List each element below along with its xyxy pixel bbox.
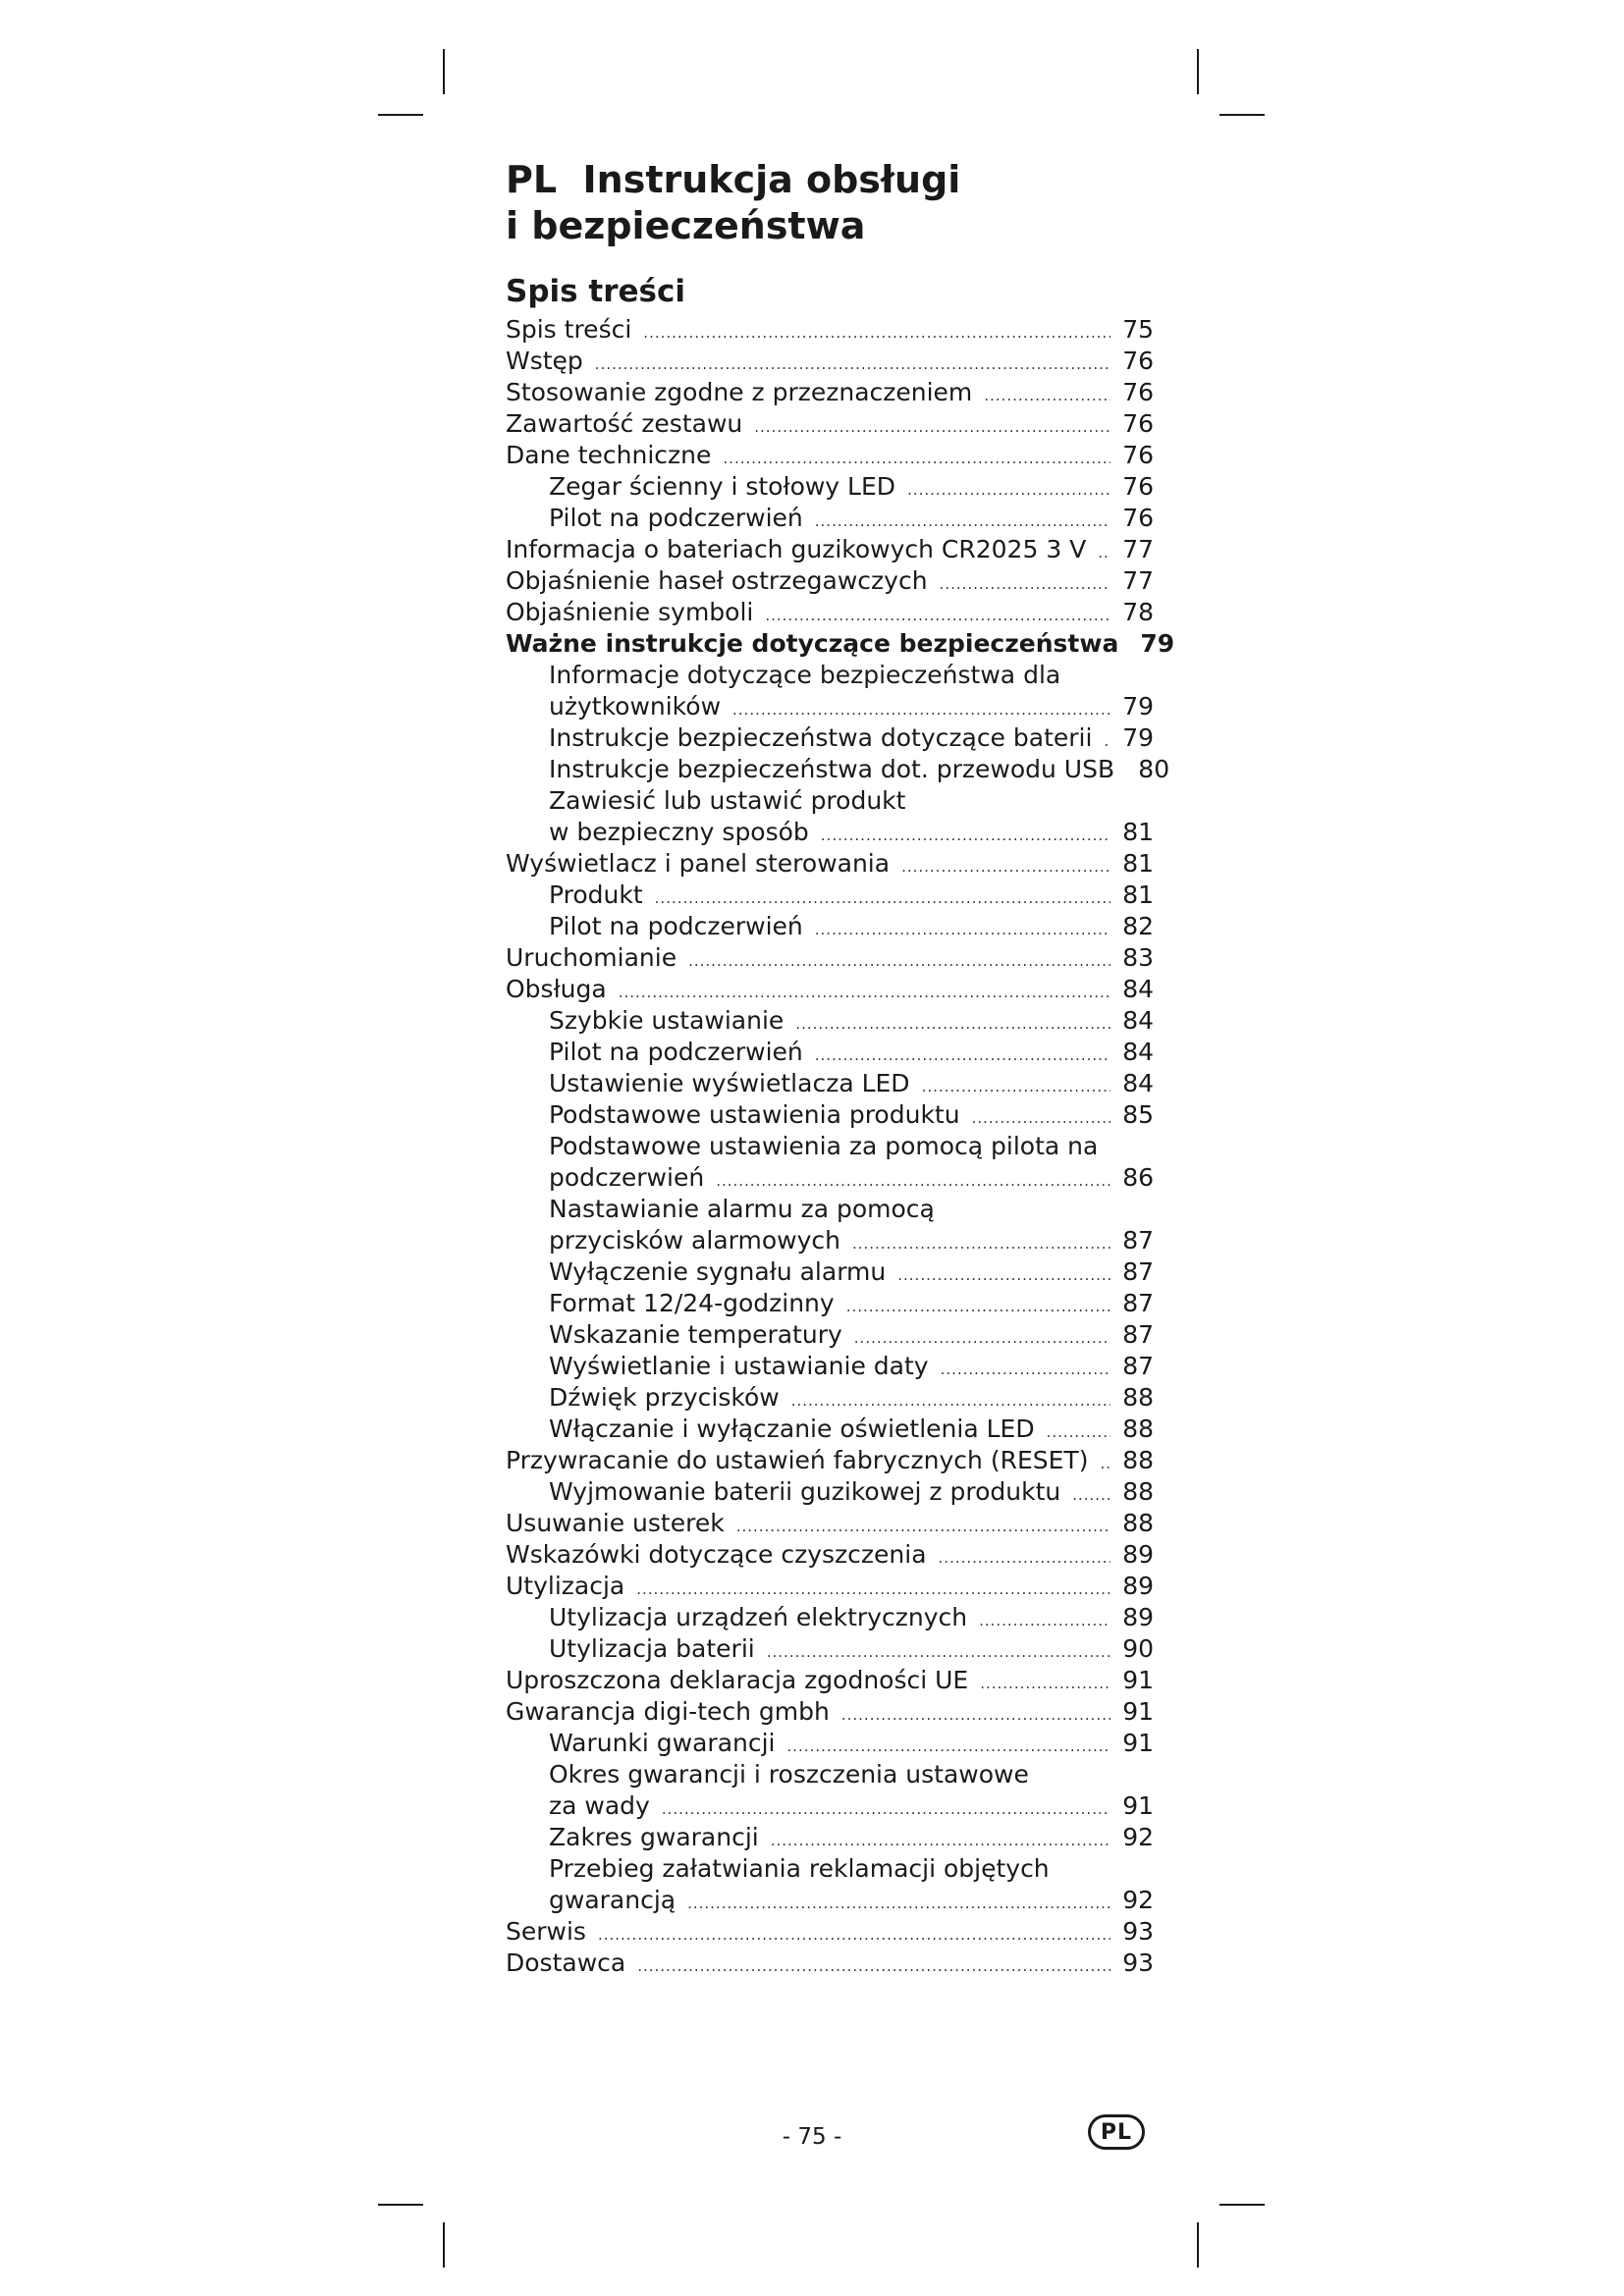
- toc-entry-title: Format 12/24-godzinny: [549, 1289, 835, 1317]
- toc-entry-title: Włączanie i wyłączanie oświetlenia LED: [549, 1415, 1035, 1443]
- toc-entry[interactable]: [506, 1948, 1154, 1979]
- toc-leader-dots: [841, 1699, 1110, 1731]
- toc-entry-page: 84: [1122, 1038, 1154, 1066]
- toc-entry-title: Stosowanie zgodne z przeznaczeniem: [506, 378, 973, 406]
- toc-entry-title: Wstęp: [506, 347, 583, 375]
- toc-entry-page: 87: [1122, 1352, 1154, 1380]
- toc-entry-page: 91: [1122, 1729, 1154, 1757]
- toc-leader-dots: [619, 977, 1110, 1008]
- toc-entry[interactable]: [506, 1319, 1154, 1351]
- toc-entry-page: 87: [1122, 1257, 1154, 1286]
- toc-entry-page: 76: [1122, 409, 1154, 438]
- toc-entry-title: Wyłączenie sygnału alarmu: [549, 1257, 887, 1286]
- toc-leader-dots: [787, 1731, 1111, 1762]
- toc-entry-title: Okres gwarancji i roszczenia ustawowe: [549, 1760, 1029, 1789]
- toc-entry[interactable]: [506, 691, 1154, 722]
- toc-entry[interactable]: [506, 1414, 1154, 1445]
- toc-entry-page: 84: [1122, 975, 1154, 1003]
- toc-entry[interactable]: [506, 1728, 1154, 1759]
- toc-entry-title: Zawartość zestawu: [506, 409, 743, 438]
- toc-leader-dots: [1047, 1416, 1110, 1448]
- toc-entry[interactable]: [506, 880, 1154, 911]
- toc-entry-title: Podstawowe ustawienia produktu: [549, 1100, 960, 1129]
- toc-entry-page: 76: [1122, 472, 1154, 501]
- toc-entry-title: Wyjmowanie baterii guzikowej z produktu: [549, 1477, 1061, 1506]
- toc-entry-title: Informacja o bateriach guzikowych CR2025 3 V: [506, 535, 1087, 563]
- toc-entry[interactable]: [506, 1633, 1154, 1665]
- toc-entry-title: Instrukcje bezpieczeństwa dot. przewodu USB: [549, 755, 1115, 783]
- toc-entry-page: 88: [1122, 1446, 1154, 1474]
- crop-mark-bottom-left-horizontal: [378, 2204, 423, 2206]
- toc-leader-dots: [791, 1385, 1110, 1416]
- toc-entry-title: Spis treści: [506, 315, 632, 344]
- toc-entry-page: 89: [1122, 1572, 1154, 1600]
- toc-entry-title: Dźwięk przycisków: [549, 1383, 780, 1412]
- crop-mark-bottom-right-horizontal: [1219, 2204, 1265, 2206]
- toc-entry[interactable]: [506, 1696, 1154, 1728]
- toc-leader-dots: [643, 317, 1110, 348]
- toc-entry[interactable]: [506, 1351, 1154, 1382]
- toc-entry-page: 79: [1122, 692, 1154, 721]
- toc-leader-dots: [815, 506, 1110, 537]
- toc-leader-dots: [939, 1542, 1110, 1574]
- toc-entry[interactable]: [506, 1288, 1154, 1319]
- language-badge: PL: [1088, 2114, 1145, 2150]
- toc-leader-dots: [595, 348, 1110, 380]
- toc-entry[interactable]: [506, 1539, 1154, 1571]
- toc-entry-title: Ważne instrukcje dotyczące bezpieczeństwa: [506, 629, 1119, 658]
- toc-entry[interactable]: [506, 1005, 1154, 1037]
- toc-leader-dots: [723, 443, 1110, 474]
- toc-entry-title: Pilot na podczerwień: [549, 912, 803, 940]
- toc-entry-title: Dostawca: [506, 1949, 626, 1977]
- toc-leader-dots: [821, 820, 1110, 851]
- toc-entry-page: 90: [1122, 1634, 1154, 1663]
- toc-entry-title: Utylizacja baterii: [549, 1634, 755, 1663]
- toc-entry[interactable]: [506, 1382, 1154, 1414]
- toc-entry-title: Uproszczona deklaracja zgodności UE: [506, 1666, 969, 1694]
- toc-entry-page: 81: [1122, 818, 1154, 846]
- toc-entry-page: 89: [1122, 1603, 1154, 1631]
- toc-entry-title: Zakres gwarancji: [549, 1823, 759, 1851]
- toc-entry[interactable]: [506, 1916, 1154, 1948]
- toc-leader-dots: [852, 1228, 1110, 1259]
- toc-entry[interactable]: [506, 408, 1154, 440]
- toc-entry[interactable]: [506, 1225, 1154, 1256]
- toc-leader-dots: [1104, 725, 1110, 757]
- toc-entry[interactable]: [506, 503, 1154, 534]
- toc-entry-title: za wady: [549, 1791, 650, 1820]
- toc-entry-page: 88: [1122, 1383, 1154, 1412]
- toc-entry-title: Zegar ścienny i stołowy LED: [549, 472, 896, 501]
- toc-leader-dots: [716, 1165, 1110, 1197]
- toc-entry[interactable]: [506, 911, 1154, 942]
- toc-entry-page: 84: [1122, 1006, 1154, 1035]
- toc-entry-page: 92: [1122, 1886, 1154, 1914]
- toc-entry-title: Usuwanie usterek: [506, 1509, 725, 1537]
- toc-entry-page: 91: [1122, 1697, 1154, 1726]
- toc-leader-dots: [815, 914, 1110, 945]
- toc-entry-page: 92: [1122, 1823, 1154, 1851]
- toc-entry[interactable]: [506, 1759, 1154, 1790]
- toc-entry-title: Nastawianie alarmu za pomocą: [549, 1195, 935, 1223]
- crop-mark-bottom-right-vertical: [1197, 2222, 1199, 2268]
- toc-entry[interactable]: [506, 346, 1154, 377]
- toc-entry-page: 88: [1122, 1477, 1154, 1506]
- toc-entry-title: Objaśnienie haseł ostrzegawczych: [506, 566, 928, 595]
- crop-mark-top-right-horizontal: [1219, 114, 1265, 116]
- toc-leader-dots: [815, 1040, 1110, 1071]
- toc-entry-page: 76: [1122, 504, 1154, 532]
- toc-entry-title: Gwarancja digi-tech gmbh: [506, 1697, 830, 1726]
- toc-entry-title: Warunki gwarancji: [549, 1729, 776, 1757]
- toc-entry-title: podczerwień: [549, 1163, 705, 1192]
- crop-mark-top-left-horizontal: [378, 114, 423, 116]
- toc-leader-dots: [979, 1605, 1110, 1636]
- toc-entry-page: 83: [1122, 943, 1154, 972]
- toc-entry-page: 86: [1122, 1163, 1154, 1192]
- toc-entry[interactable]: [506, 1256, 1154, 1288]
- toc-leader-dots: [767, 1636, 1110, 1668]
- toc-entry-title: użytkowników: [549, 692, 722, 721]
- toc-entry-title: Ustawienie wyświetlacza LED: [549, 1069, 910, 1097]
- crop-mark-bottom-left-vertical: [443, 2222, 445, 2268]
- toc-entry-page: 88: [1122, 1509, 1154, 1537]
- toc-leader-dots: [984, 380, 1110, 411]
- toc-entry-title: Szybkie ustawianie: [549, 1006, 785, 1035]
- toc-entry-title: gwarancją: [549, 1886, 677, 1914]
- toc-entry-title: Serwis: [506, 1917, 586, 1946]
- toc-entry-page: 93: [1122, 1917, 1154, 1946]
- toc-entry[interactable]: [506, 1445, 1154, 1476]
- toc-entry-title: Zawiesić lub ustawić produkt: [549, 786, 906, 815]
- toc-entry[interactable]: [506, 471, 1154, 503]
- table-of-contents: [506, 314, 1175, 1979]
- toc-leader-dots: [980, 1668, 1110, 1699]
- toc-entry[interactable]: [506, 942, 1154, 974]
- toc-entry-title: Obsługa: [506, 975, 607, 1003]
- toc-entry-page: 87: [1122, 1320, 1154, 1349]
- toc-entry-page: 78: [1122, 598, 1154, 626]
- toc-entry-page: 81: [1122, 849, 1154, 878]
- toc-entry-page: 75: [1122, 315, 1154, 344]
- toc-entry-title: Wskazówki dotyczące czyszczenia: [506, 1540, 927, 1569]
- toc-leader-dots: [846, 1291, 1110, 1322]
- toc-entry-title: Przebieg załatwiania reklamacji objętych: [549, 1854, 1050, 1883]
- toc-entry-page: 84: [1122, 1069, 1154, 1097]
- toc-entry[interactable]: [506, 534, 1154, 565]
- page-title-line-2: i bezpieczeństwa: [506, 204, 866, 247]
- toc-leader-dots: [636, 1574, 1110, 1605]
- toc-entry[interactable]: [506, 785, 1154, 817]
- toc-leader-dots: [901, 851, 1110, 882]
- toc-entry-title: Informacje dotyczące bezpieczeństwa dla: [549, 661, 1061, 689]
- toc-entry-page: 91: [1122, 1666, 1154, 1694]
- toc-entry-page: 76: [1122, 347, 1154, 375]
- toc-entry[interactable]: [506, 1665, 1154, 1696]
- toc-heading: Spis treści: [506, 274, 685, 309]
- toc-entry[interactable]: [506, 1885, 1154, 1916]
- toc-entry[interactable]: [506, 565, 1154, 597]
- toc-entry-page: 85: [1122, 1100, 1154, 1129]
- toc-entry-page: 89: [1122, 1540, 1154, 1569]
- toc-entry-page: 87: [1122, 1226, 1154, 1255]
- toc-entry[interactable]: [506, 1790, 1154, 1822]
- toc-entry[interactable]: [506, 1476, 1154, 1508]
- toc-entry-page: 80: [1138, 755, 1170, 783]
- toc-entry[interactable]: [506, 597, 1154, 628]
- toc-entry-title: Utylizacja: [506, 1572, 625, 1600]
- toc-entry[interactable]: [506, 314, 1154, 346]
- toc-entry[interactable]: [506, 1508, 1154, 1539]
- toc-entry-title: Pilot na podczerwień: [549, 1038, 803, 1066]
- toc-entry[interactable]: [506, 1602, 1154, 1633]
- toc-entry[interactable]: [506, 1068, 1154, 1099]
- toc-leader-dots: [598, 1919, 1110, 1950]
- toc-leader-dots: [907, 474, 1110, 506]
- toc-entry[interactable]: [506, 1571, 1154, 1602]
- toc-leader-dots: [637, 1950, 1110, 1982]
- toc-leader-dots: [897, 1259, 1110, 1291]
- toc-entry-title: Wyświetlanie i ustawianie daty: [549, 1352, 929, 1380]
- toc-entry-page: 93: [1122, 1949, 1154, 1977]
- toc-entry-page: 76: [1122, 378, 1154, 406]
- toc-entry[interactable]: [506, 628, 1175, 660]
- toc-leader-dots: [922, 1071, 1110, 1102]
- toc-leader-dots: [662, 1793, 1110, 1825]
- toc-entry-title: Dane techniczne: [506, 441, 712, 469]
- toc-entry-title: przycisków alarmowych: [549, 1226, 840, 1255]
- toc-leader-dots: [687, 1888, 1110, 1919]
- toc-entry-title: w bezpieczny sposób: [549, 818, 809, 846]
- toc-leader-dots: [854, 1322, 1110, 1354]
- toc-entry-page: 87: [1122, 1289, 1154, 1317]
- toc-entry[interactable]: [506, 754, 1170, 785]
- toc-leader-dots: [940, 568, 1110, 600]
- toc-leader-dots: [1098, 537, 1110, 568]
- toc-leader-dots: [732, 694, 1110, 725]
- toc-leader-dots: [754, 411, 1110, 443]
- toc-leader-dots: [736, 1511, 1110, 1542]
- toc-entry[interactable]: [506, 660, 1154, 691]
- toc-entry[interactable]: [506, 817, 1154, 848]
- page-number: - 75 -: [782, 2124, 842, 2150]
- toc-entry-title: Wyświetlacz i panel sterowania: [506, 849, 891, 878]
- toc-entry-title: Pilot na podczerwień: [549, 504, 803, 532]
- toc-entry-page: 77: [1122, 566, 1154, 595]
- toc-entry-title: Wskazanie temperatury: [549, 1320, 842, 1349]
- toc-entry-page: 79: [1122, 723, 1154, 752]
- toc-entry-title: Produkt: [549, 881, 643, 909]
- toc-leader-dots: [765, 600, 1110, 631]
- toc-leader-dots: [1100, 1448, 1110, 1479]
- toc-entry[interactable]: [506, 722, 1154, 754]
- toc-entry[interactable]: [506, 848, 1154, 880]
- toc-entry[interactable]: [506, 974, 1154, 1005]
- toc-entry-title: Przywracanie do ustawień fabrycznych (RESET): [506, 1446, 1089, 1474]
- toc-leader-dots: [771, 1825, 1110, 1856]
- toc-entry-page: 82: [1122, 912, 1154, 940]
- toc-entry[interactable]: [506, 1853, 1154, 1885]
- page-title: [506, 157, 960, 249]
- toc-entry[interactable]: [506, 1822, 1154, 1853]
- toc-leader-dots: [972, 1102, 1110, 1134]
- toc-leader-dots: [655, 882, 1110, 914]
- toc-entry-page: 77: [1122, 535, 1154, 563]
- toc-entry[interactable]: [506, 1162, 1154, 1194]
- toc-entry-page: 79: [1140, 629, 1175, 658]
- toc-entry-title: Objaśnienie symboli: [506, 598, 754, 626]
- toc-entry[interactable]: [506, 1099, 1154, 1131]
- toc-entry[interactable]: [506, 1131, 1154, 1162]
- toc-entry-page: 76: [1122, 441, 1154, 469]
- crop-mark-top-right-vertical: [1197, 49, 1199, 94]
- toc-leader-dots: [1072, 1479, 1110, 1511]
- toc-leader-dots: [941, 1354, 1110, 1385]
- toc-entry-title: Podstawowe ustawienia za pomocą pilota na: [549, 1132, 1099, 1160]
- toc-entry-title: Utylizacja urządzeń elektrycznych: [549, 1603, 968, 1631]
- toc-entry-page: 81: [1122, 881, 1154, 909]
- toc-entry[interactable]: [506, 440, 1154, 471]
- page-title-line-1: PL Instrukcja obsługi: [506, 158, 961, 201]
- toc-leader-dots: [795, 1008, 1110, 1040]
- crop-mark-top-left-vertical: [443, 49, 445, 94]
- toc-entry[interactable]: [506, 1037, 1154, 1068]
- toc-entry[interactable]: [506, 1194, 1154, 1225]
- toc-entry-title: Uruchomianie: [506, 943, 677, 972]
- toc-entry[interactable]: [506, 377, 1154, 408]
- toc-leader-dots: [688, 945, 1110, 977]
- toc-entry-title: Instrukcje bezpieczeństwa dotyczące baterii: [549, 723, 1093, 752]
- toc-entry-page: 88: [1122, 1415, 1154, 1443]
- toc-entry-page: 91: [1122, 1791, 1154, 1820]
